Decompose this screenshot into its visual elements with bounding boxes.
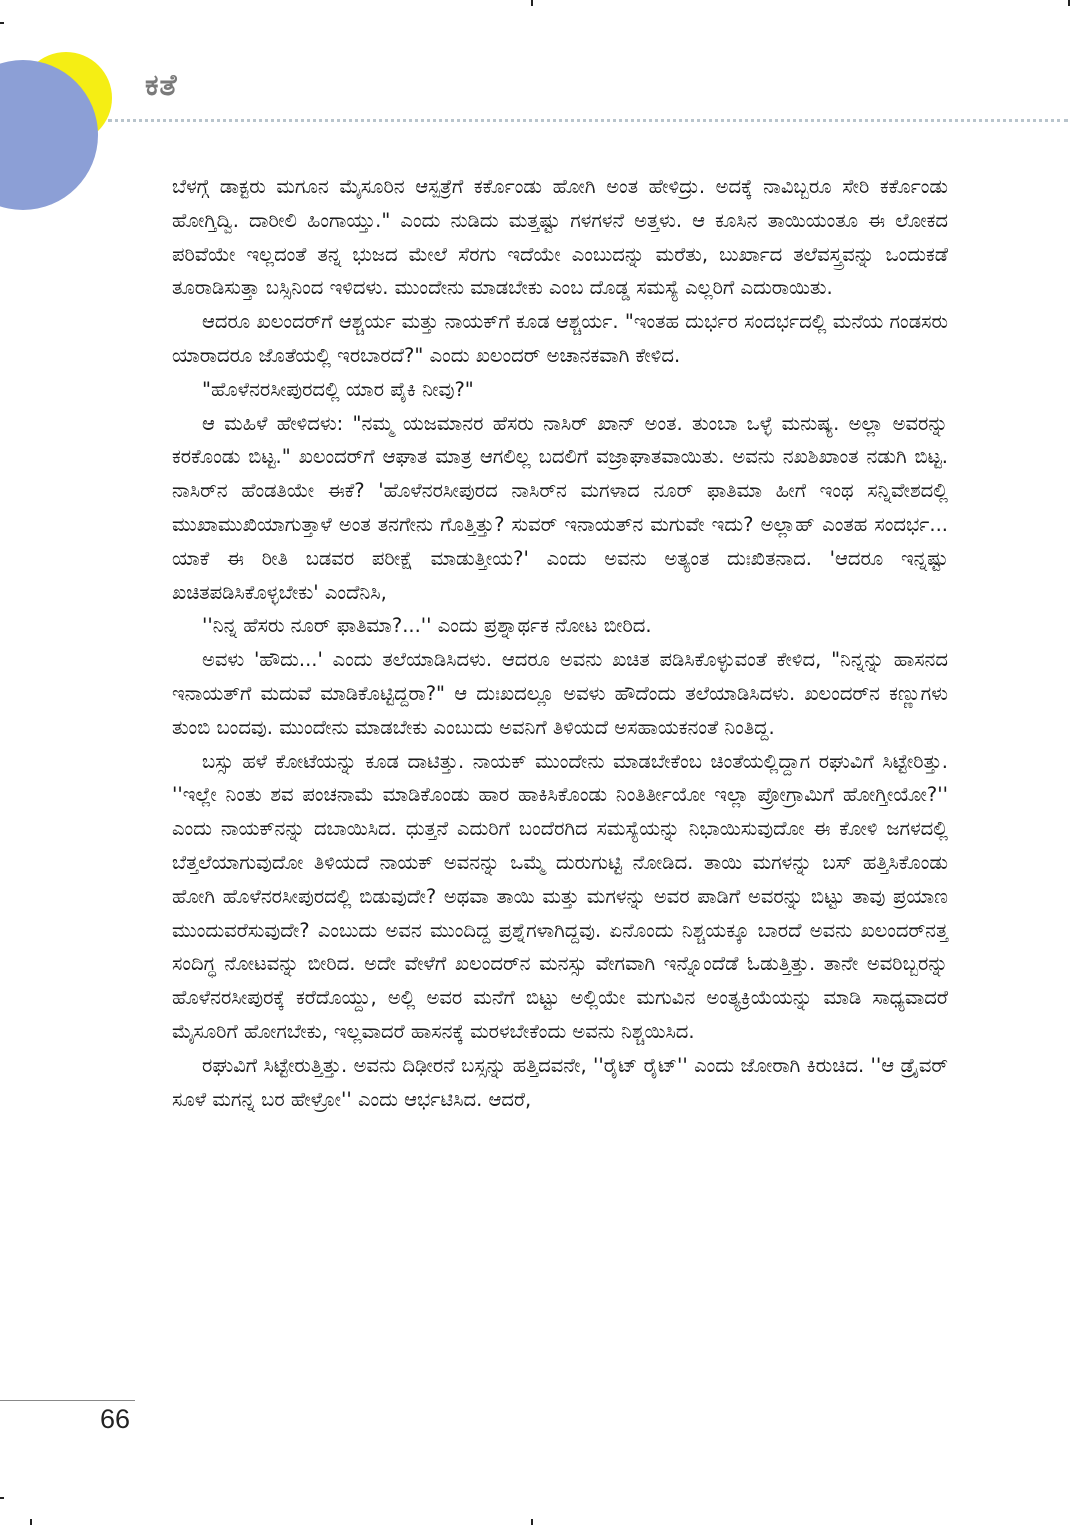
- page-number: 66: [100, 1404, 131, 1434]
- footer-rule: [0, 1400, 135, 1401]
- crop-mark-bottom-left: [0, 1497, 4, 1499]
- story-body: [172, 170, 948, 1116]
- crop-mark-top-right: [1068, 0, 1070, 6]
- crop-mark-top-center: [531, 0, 533, 6]
- paragraph: ಆದರೂ ಖಲಂದರ್‌ಗೆ ಆಶ್ಚರ್ಯ ಮತ್ತು ನಾಯಕ್‌ಗೆ ಕೂಡ ಆಶ್ಚರ್ಯ. "ಇಂತಹ ದುರ್ಭರ ಸಂದರ್ಭದಲ್ಲಿ ಮನೆಯ ಗಂಡಸರು ಯಾರಾದರೂ ಜೊತೆಯಲ್ಲಿ ಇರಬಾರದೆ?" ಎಂದು ಖಲಂದರ್ ಅಚಾನಕವಾಗಿ ಕೇಳಿದ.: [172, 310, 948, 367]
- paragraph: ಆ ಮಹಿಳೆ ಹೇಳಿದಳು: "ನಮ್ಮ ಯಜಮಾನರ ಹೆಸರು ನಾಸಿರ್ ಖಾನ್ ಅಂತ. ತುಂಬಾ ಒಳ್ಳೆ ಮನುಷ್ಯ. ಅಲ್ಲಾ ಅವರನ್ನು ಕರಕೊಂಡು ಬಿಟ್ಟ." ಖಲಂದರ್‌ಗೆ ಆಘಾತ ಮಾತ್ರ ಆಗಲಿಲ್ಲ ಬದಲಿಗೆ ವಜ್ರಾಘಾತವಾಯಿತು. ಅವನು ನಖಶಿಖಾಂತ ನಡುಗಿ ಬಿಟ್ಟ. ನಾಸಿರ್‌ನ ಹೆಂಡತಿಯೇ ಈಕೆ? 'ಹೊಳೆನರಸೀಪುರದ ನಾಸಿರ್‌ನ ಮಗಳಾದ ನೂರ್ ಫಾತಿಮಾ ಹೀಗೆ ಇಂಥ ಸನ್ನಿವೇಶದಲ್ಲಿ ಮುಖಾಮುಖಿಯಾಗುತ್ತಾಳೆ ಅಂತ ತನಗೇನು ಗೊತ್ತಿತ್ತು? ಸುವರ್ ಇನಾಯತ್‌ನ ಮಗುವೇ ಇದು? ಅಲ್ಲಾಹ್ ಎಂತಹ ಸಂದರ್ಭ... ಯಾಕೆ ಈ ರೀತಿ ಬಡವರ ಪರೀಕ್ಷೆ ಮಾಡುತ್ತೀಯ?' ಎಂದು ಅವನು ಅತ್ಯಂತ ದುಃಖಿತನಾದ. 'ಆದರೂ ಇನ್ನಷ್ಟು ಖಚಿತಪಡಿಸಿಕೊಳ್ಳಬೇಕು' ಎಂದೆನಿಸಿ,: [172, 411, 948, 604]
- section-label: ಕತೆ: [145, 68, 178, 103]
- paragraph: "ಹೊಳೆನರಸೀಪುರದಲ್ಲಿ ಯಾರ ಪೈಕಿ ನೀವು?": [202, 377, 474, 401]
- paragraph: ಅವಳು 'ಹೌದು...' ಎಂದು ತಲೆಯಾಡಿಸಿದಳು. ಆದರೂ ಅವನು ಖಚಿತ ಪಡಿಸಿಕೊಳ್ಳುವಂತೆ ಕೇಳಿದ, "ನಿನ್ನನ್ನು ಹಾಸನದ ಇನಾಯತ್‌ಗೆ ಮದುವೆ ಮಾಡಿಕೊಟ್ಟಿದ್ದರಾ?" ಆ ದುಃಖದಲ್ಲೂ ಅವಳು ಹೌದೆಂದು ತಲೆಯಾಡಿಸಿದಳು. ಖಲಂದರ್‌ನ ಕಣ್ಣುಗಳು ತುಂಬಿ ಬಂದವು. ಮುಂದೇನು ಮಾಡಬೇಕು ಎಂಬುದು ಅವನಿಗೆ ತಿಳಿಯದೆ ಅಸಹಾಯಕನಂತೆ ನಿಂತಿದ್ದ.: [172, 648, 948, 739]
- crop-mark-bottom-center: [531, 1519, 533, 1525]
- paragraph: ಬೆಳಗ್ಗೆ ಡಾಕ್ಟರು ಮಗೂನ ಮೈಸೂರಿನ ಆಸ್ಪತ್ರೆಗೆ ಕರ್ಕೊಂಡು ಹೋಗಿ ಅಂತ ಹೇಳಿದ್ರು. ಅದಕ್ಕೆ ನಾವಿಬ್ಬರೂ ಸೇರಿ ಕರ್ಕೊಂಡು ಹೋಗ್ತಿದ್ವಿ. ದಾರೀಲಿ ಹಿಂಗಾಯ್ತು." ಎಂದು ನುಡಿದು ಮತ್ತಷ್ಟು ಗಳಗಳನೆ ಅತ್ತಳು. ಆ ಕೂಸಿನ ತಾಯಿಯಂತೂ ಈ ಲೋಕದ ಪರಿವೆಯೇ ಇಲ್ಲದಂತೆ ತನ್ನ ಭುಜದ ಮೇಲೆ ಸೆರಗು ಇದೆಯೇ ಎಂಬುದನ್ನು ಮರೆತು, ಬುರ್ಖಾದ ತಲೆವಸ್ತ್ರವನ್ನು ಒಂದುಕಡೆ ತೂರಾಡಿಸುತ್ತಾ ಬಸ್ಸಿನಿಂದ ಇಳಿದಳು. ಮುಂದೇನು ಮಾಡಬೇಕು ಎಂಬ ದೊಡ್ಡ ಸಮಸ್ಯೆ ಎಲ್ಲರಿಗೆ ಎದುರಾಯಿತು.: [172, 175, 948, 300]
- crop-mark-top-left: [0, 22, 4, 24]
- paragraph: ರಘುವಿಗೆ ಸಿಟ್ಟೇರುತ್ತಿತ್ತು. ಅವನು ದಿಢೀರನೆ ಬಸ್ಸನ್ನು ಹತ್ತಿದವನೇ, ''ರೈಟ್ ರೈಟ್'' ಎಂದು ಜೋರಾಗಿ ಕಿರುಚಿದ. ''ಆ ಡ್ರೈವರ್ ಸೂಳೆ ಮಗನ್ನ ಬರ ಹೇಳ್ರೋ'' ಎಂದು ಆರ್ಭಟಿಸಿದ. ಆದರೆ,: [172, 1053, 948, 1111]
- crop-mark-bottom-left-2: [30, 1519, 32, 1525]
- header-dotted-divider: [108, 119, 1068, 122]
- paragraph: ಬಸ್ಸು ಹಳೆ ಕೋಟೆಯನ್ನು ಕೂಡ ದಾಟಿತ್ತು. ನಾಯಕ್ ಮುಂದೇನು ಮಾಡಬೇಕೆಂಬ ಚಿಂತೆಯಲ್ಲಿದ್ದಾಗ ರಘುವಿಗೆ ಸಿಟ್ಟೇರಿತ್ತು. ''ಇಲ್ಲೇ ನಿಂತು ಶವ ಪಂಚನಾಮೆ ಮಾಡಿಕೊಂಡು ಹಾರ ಹಾಕಿಸಿಕೊಂಡು ನಿಂತಿರ್ತೀಯೋ ಇಲ್ಲಾ ಪ್ರೋಗ್ರಾಮಿಗೆ ಹೋಗ್ತೀಯೋ?'' ಎಂದು ನಾಯಕ್‌ನನ್ನು ದಬಾಯಿಸಿದ. ಧುತ್ತನೆ ಎದುರಿಗೆ ಬಂದೆರಗಿದ ಸಮಸ್ಯೆಯನ್ನು ನಿಭಾಯಿಸುವುದೋ ಈ ಕೋಳಿ ಜಗಳದಲ್ಲಿ ಬೆತ್ತಲೆಯಾಗುವುದೋ ತಿಳಿಯದೆ ನಾಯಕ್ ಅವನನ್ನು ಒಮ್ಮೆ ದುರುಗುಟ್ಟಿ ನೋಡಿದ. ತಾಯಿ ಮಗಳನ್ನು ಬಸ್ ಹತ್ತಿಸಿಕೊಂಡು ಹೋಗಿ ಹೊಳೆನರಸೀಪುರದಲ್ಲಿ ಬಿಡುವುದೇ? ಅಥವಾ ತಾಯಿ ಮತ್ತು ಮಗಳನ್ನು ಅವರ ಪಾಡಿಗೆ ಅವರನ್ನು ಬಿಟ್ಟು ತಾವು ಪ್ರಯಾಣ ಮುಂದುವರೆಸುವುದೇ? ಎಂಬುದು ಅವನ ಮುಂದಿದ್ದ ಪ್ರಶ್ನೆಗಳಾಗಿದ್ದವು. ಏನೊಂದು ನಿಶ್ಚಯಕ್ಕೂ ಬಾರದೆ ಅವನು ಖಲಂದರ್‌ನತ್ತ ಸಂದಿಗ್ಧ ನೋಟವನ್ನು ಬೀರಿದ. ಅದೇ ವೇಳೆಗೆ ಖಲಂದರ್‌ನ ಮನಸ್ಸು ವೇಗವಾಗಿ ಇನ್ನೊಂದೆಡೆ ಓಡುತ್ತಿತ್ತು. ತಾನೇ ಅವರಿಬ್ಬರನ್ನು ಹೊಳೆನರಸೀಪುರಕ್ಕೆ ಕರೆದೊಯ್ದು, ಅಲ್ಲಿ ಅವರ ಮನೆಗೆ ಬಿಟ್ಟು ಅಲ್ಲಿಯೇ ಮಗುವಿನ ಅಂತ್ಯಕ್ರಿಯೆಯನ್ನು ಮಾಡಿ ಸಾಧ್ಯವಾದರೆ ಮೈಸೂರಿಗೆ ಹೋಗಬೇಕು, ಇಲ್ಲವಾದರೆ ಹಾಸನಕ್ಕೆ ಮರಳಬೇಕೆಂದು ಅವನು ನಿಶ್ಚಯಿಸಿದ.: [172, 749, 948, 1043]
- paragraph: ''ನಿನ್ನ ಹೆಸರು ನೂರ್ ಫಾತಿಮಾ?...'' ಎಂದು ಪ್ರಶ್ನಾರ್ಥಕ ನೋಟ ಬೀರಿದ.: [202, 614, 652, 638]
